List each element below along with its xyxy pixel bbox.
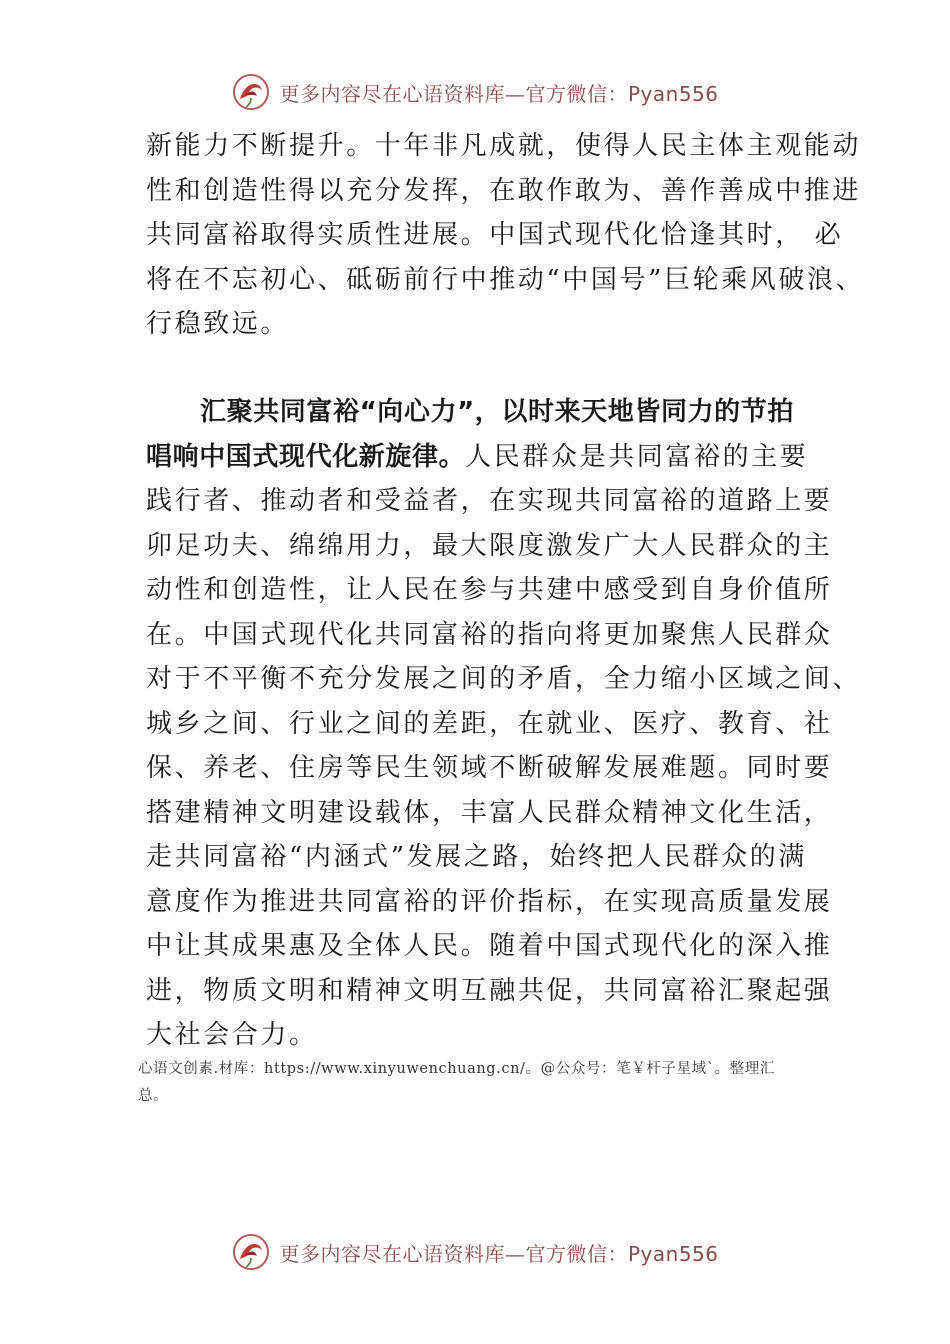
- text-line: 动性和创造性，让人民在参与共建中感受到自身价值所: [146, 575, 833, 605]
- rose-flower-icon: [231, 72, 271, 112]
- text-line: 对于不平衡不充分发展之间的矛盾，全力缩小区域之间、: [146, 664, 862, 694]
- wechat-account: Pyan556: [627, 81, 719, 106]
- text-line: 践行者、推动者和受益者，在实现共同富裕的道路上要: [146, 486, 833, 516]
- text-line: 大社会合力。: [146, 1020, 318, 1050]
- rose-flower-icon: [231, 1232, 271, 1272]
- text-line: 城乡之间、行业之间的差距，在就业、医疗、教育、社: [146, 708, 833, 739]
- text-line: 行稳致远。: [146, 309, 290, 339]
- text-line: 将在不忘初心、砥砺前行中推动“中国号”巨轮乘风破浪、: [146, 264, 865, 295]
- text-line: 搭建精神文明建设载体，丰富人民群众精神文化生活，: [146, 797, 833, 828]
- text-line: 保、养老、住房等民生领域不断破解发展难题。同时要: [146, 753, 833, 783]
- text-line: 卯足功夫、绵绵用力，最大限度激发广大人民群众的主: [146, 530, 833, 561]
- text-line: 新能力不断提升。十年非凡成就，使得人民主体主观能动: [146, 131, 862, 161]
- text-line: 中让其成果惠及全体人民。随着中国式现代化的深入推: [146, 931, 833, 961]
- lead-sentence-end: 唱响中国式现代化新旋律。: [146, 441, 466, 472]
- lead-sentence: 汇聚共同富裕“向心力”，以时来天地皆同力的节拍: [200, 397, 794, 427]
- text-line: 走共同富裕“内涵式”发展之路，始终把人民群众的满: [146, 842, 807, 872]
- source-line: 总。: [138, 1088, 169, 1104]
- text-line: 性和创造性得以充分发挥，在敢作敢为、善作善成中推进: [146, 175, 862, 206]
- footer-banner: [0, 1232, 950, 1272]
- banner-text: 更多内容尽在心语资料库—官方微信：Pyan556: [279, 81, 719, 106]
- header-banner: [0, 72, 950, 112]
- text-line: 意度作为推进共同富裕的评价指标，在实现高质量发展: [146, 886, 833, 917]
- text-line: 共同富裕取得实质性进展。中国式现代化恰逢其时， 必: [146, 220, 844, 250]
- banner-text: 更多内容尽在心语资料库—官方微信：Pyan556: [279, 1241, 719, 1266]
- source-line: 心语文创素.材库：https://www.xinyuwenchuang.cn/。@公众号：笔￥杆子星域`。整理汇: [138, 1061, 775, 1077]
- paragraph-main: [146, 390, 862, 1058]
- wechat-account: Pyan556: [627, 1241, 719, 1266]
- text-line: 进，物质文明和精神文明互融共促，共同富裕汇聚起强: [146, 975, 833, 1006]
- text-line: 唱响中国式现代化新旋律。人民群众是共同富裕的主要: [146, 441, 809, 472]
- paragraph-continuation: [146, 124, 865, 347]
- text-line: 在。中国式现代化共同富裕的指向将更加聚焦人民群众: [146, 619, 833, 650]
- source-note: [138, 1056, 838, 1110]
